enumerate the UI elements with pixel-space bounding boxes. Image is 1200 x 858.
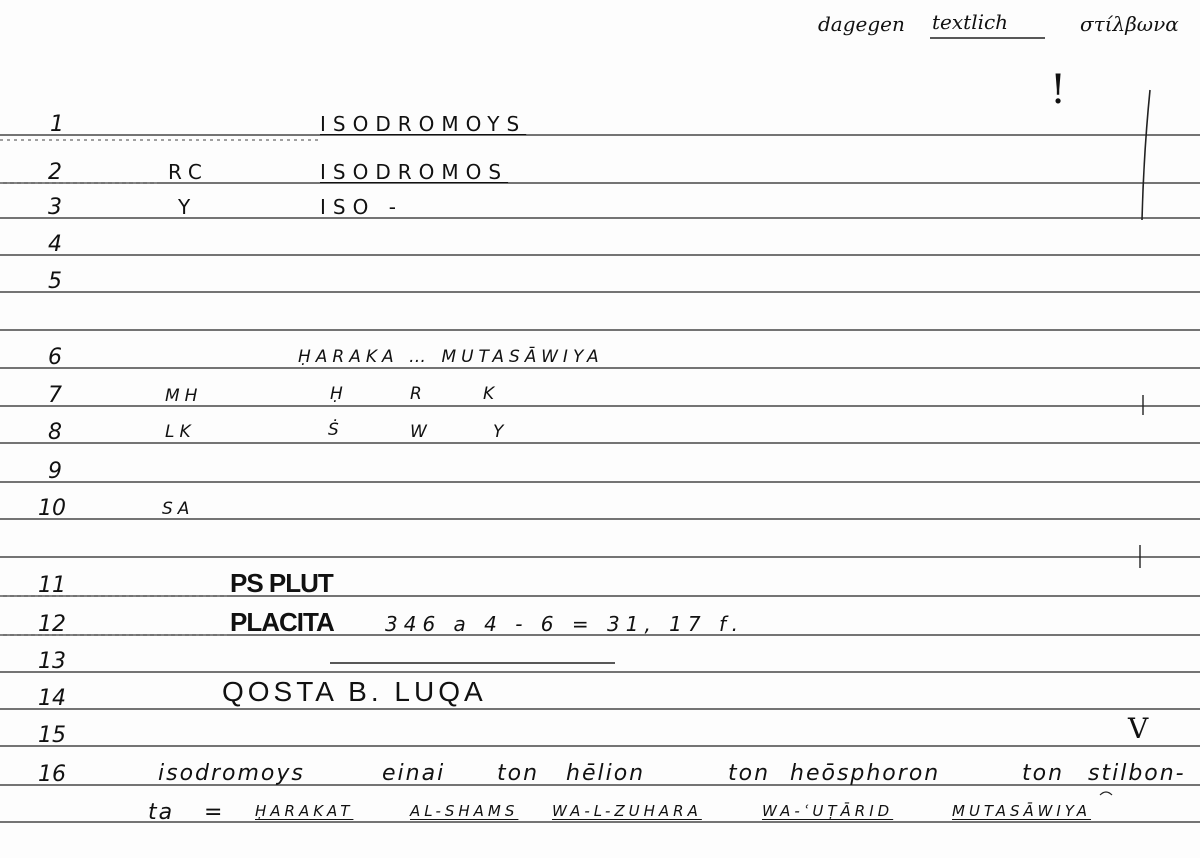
greek-word: isodromoys [158,761,305,786]
line-number: 1 [50,112,64,137]
siglum: SA [162,499,195,519]
arabic-word: WA-L-ZUHARA [552,802,702,820]
greek-word: stilbon- [1088,761,1186,786]
arabic-word: MUTASĀWIYA [952,802,1092,820]
arabic-word: ḤARAKAT [255,802,354,820]
source-author: PS PLUT [230,568,333,598]
siglum: MH [165,386,203,406]
siglum: RC [168,160,209,184]
root-letter: K [483,384,500,404]
line-number: 13 [38,649,66,674]
entry-text: ISODROMOYS [320,112,527,136]
entry-text: ISO - [320,195,403,219]
line-number: 3 [48,195,62,220]
line-number: 15 [38,723,66,748]
root-letter: W [410,422,432,442]
line-number: 5 [48,269,62,294]
line-number: 10 [38,496,66,521]
source-reference: 346 a 4 - 6 = 31, 17 f. [385,612,745,636]
root-letter: R [410,384,427,404]
siglum: Y [178,195,198,219]
margin-note-greek: στίλβωνα [1080,12,1179,36]
line-number: 11 [38,573,66,598]
greek-word: einai [382,761,446,786]
source-work: PLACITA [230,607,334,637]
line-number: 9 [48,459,62,484]
line-number: 6 [48,345,62,370]
greek-word: ton [728,761,771,786]
equals-sign: = [204,800,225,825]
entry-text: ḤARAKA … MUTASĀWIYA [298,347,604,367]
greek-word: ton [497,761,540,786]
greek-word: ton [1022,761,1065,786]
greek-word: hēlion [566,761,646,786]
root-letter: Ṡ [328,420,344,440]
line-number: 14 [38,686,66,711]
check-mark: V [1128,712,1149,745]
line-number: 16 [38,762,66,787]
arabic-word: WA-ʿUṬĀRID [762,802,894,820]
entry-text: ISODROMOS [320,160,509,184]
margin-note-prefix: dagegen [818,12,905,36]
margin-note-word: textlich [932,10,1009,34]
arabic-word: AL-SHAMS [410,802,519,820]
translator: QOSTA B. LUQA [222,676,487,707]
greek-continuation: ta [148,800,175,825]
line-number: 7 [48,383,62,408]
line-number: 4 [48,232,62,257]
line-number: 8 [48,420,62,445]
root-letter: Y [493,422,509,442]
greek-word: heōsphoron [790,761,941,786]
line-number: 12 [38,612,66,637]
line-number: 2 [48,160,62,185]
margin-note-exclamation: ! [1050,67,1067,113]
siglum: LK [165,422,196,442]
root-letter: Ḥ [330,384,348,404]
